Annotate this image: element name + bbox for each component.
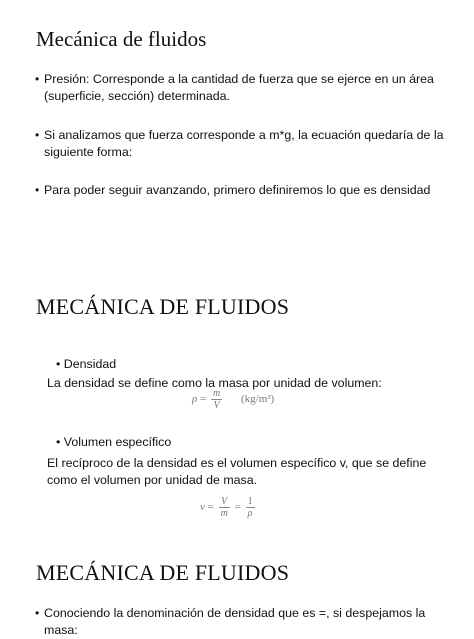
formula-numerator: m bbox=[213, 388, 221, 399]
list-item bbox=[35, 605, 444, 639]
bullet-icon: • bbox=[56, 357, 61, 371]
formula-lhs: ρ bbox=[192, 393, 198, 406]
formula-lhs: v bbox=[200, 501, 205, 514]
formula-fraction bbox=[211, 388, 222, 411]
bullet-text: Conociendo la denominación de densidad que es =, si despejamos la masa: bbox=[44, 606, 426, 637]
volume-heading-text: Volumen específico bbox=[63, 435, 172, 449]
formula-numerator: V bbox=[219, 496, 230, 508]
formula-numerator: 1 bbox=[247, 496, 253, 507]
formula-fraction bbox=[246, 496, 255, 519]
density-formula bbox=[192, 388, 274, 411]
bullet-icon: • bbox=[35, 606, 40, 620]
formula-eq: = bbox=[207, 501, 214, 514]
formula-denominator: m bbox=[220, 508, 228, 519]
slide1-title: Mecánica de fluidos bbox=[36, 27, 207, 51]
density-text: La densidad se define como la masa por unidad de volumen: bbox=[47, 376, 382, 390]
formula-denominator: V bbox=[213, 400, 220, 411]
bullet-text: Si analizamos que fuerza corresponde a m*g, la ecuación quedaría de la siguiente forma: bbox=[44, 128, 444, 159]
bullet-icon: • bbox=[56, 435, 61, 449]
formula-eq: = bbox=[234, 501, 241, 514]
volume-heading bbox=[56, 434, 171, 451]
volume-formula bbox=[200, 496, 257, 519]
formula-denominator: ρ bbox=[247, 508, 253, 519]
slide3-title: MECÁNICA DE FLUIDOS bbox=[36, 560, 290, 585]
formula-fraction bbox=[219, 496, 230, 519]
formula-unit: (kg/m³) bbox=[240, 393, 275, 406]
density-heading bbox=[56, 356, 116, 373]
list-item bbox=[35, 71, 444, 105]
density-heading-text: Densidad bbox=[63, 357, 117, 371]
slide2-title: MECÁNICA DE FLUIDOS bbox=[36, 294, 290, 319]
formula-eq: = bbox=[200, 393, 207, 406]
bullet-icon: • bbox=[35, 72, 40, 86]
list-item bbox=[35, 182, 454, 199]
bullet-text: Presión: Corresponde a la cantidad de fuerza que se ejerce en un área (superficie, sección) determinada. bbox=[44, 72, 434, 103]
volume-text: El recíproco de la densidad es el volumen específico v, que se define como el volumen por unidad de masa. bbox=[47, 456, 427, 487]
bullet-text: Para poder seguir avanzando, primero definiremos lo que es densidad bbox=[44, 183, 431, 197]
bullet-icon: • bbox=[35, 183, 40, 197]
list-item bbox=[35, 127, 444, 161]
bullet-icon: • bbox=[35, 128, 40, 142]
